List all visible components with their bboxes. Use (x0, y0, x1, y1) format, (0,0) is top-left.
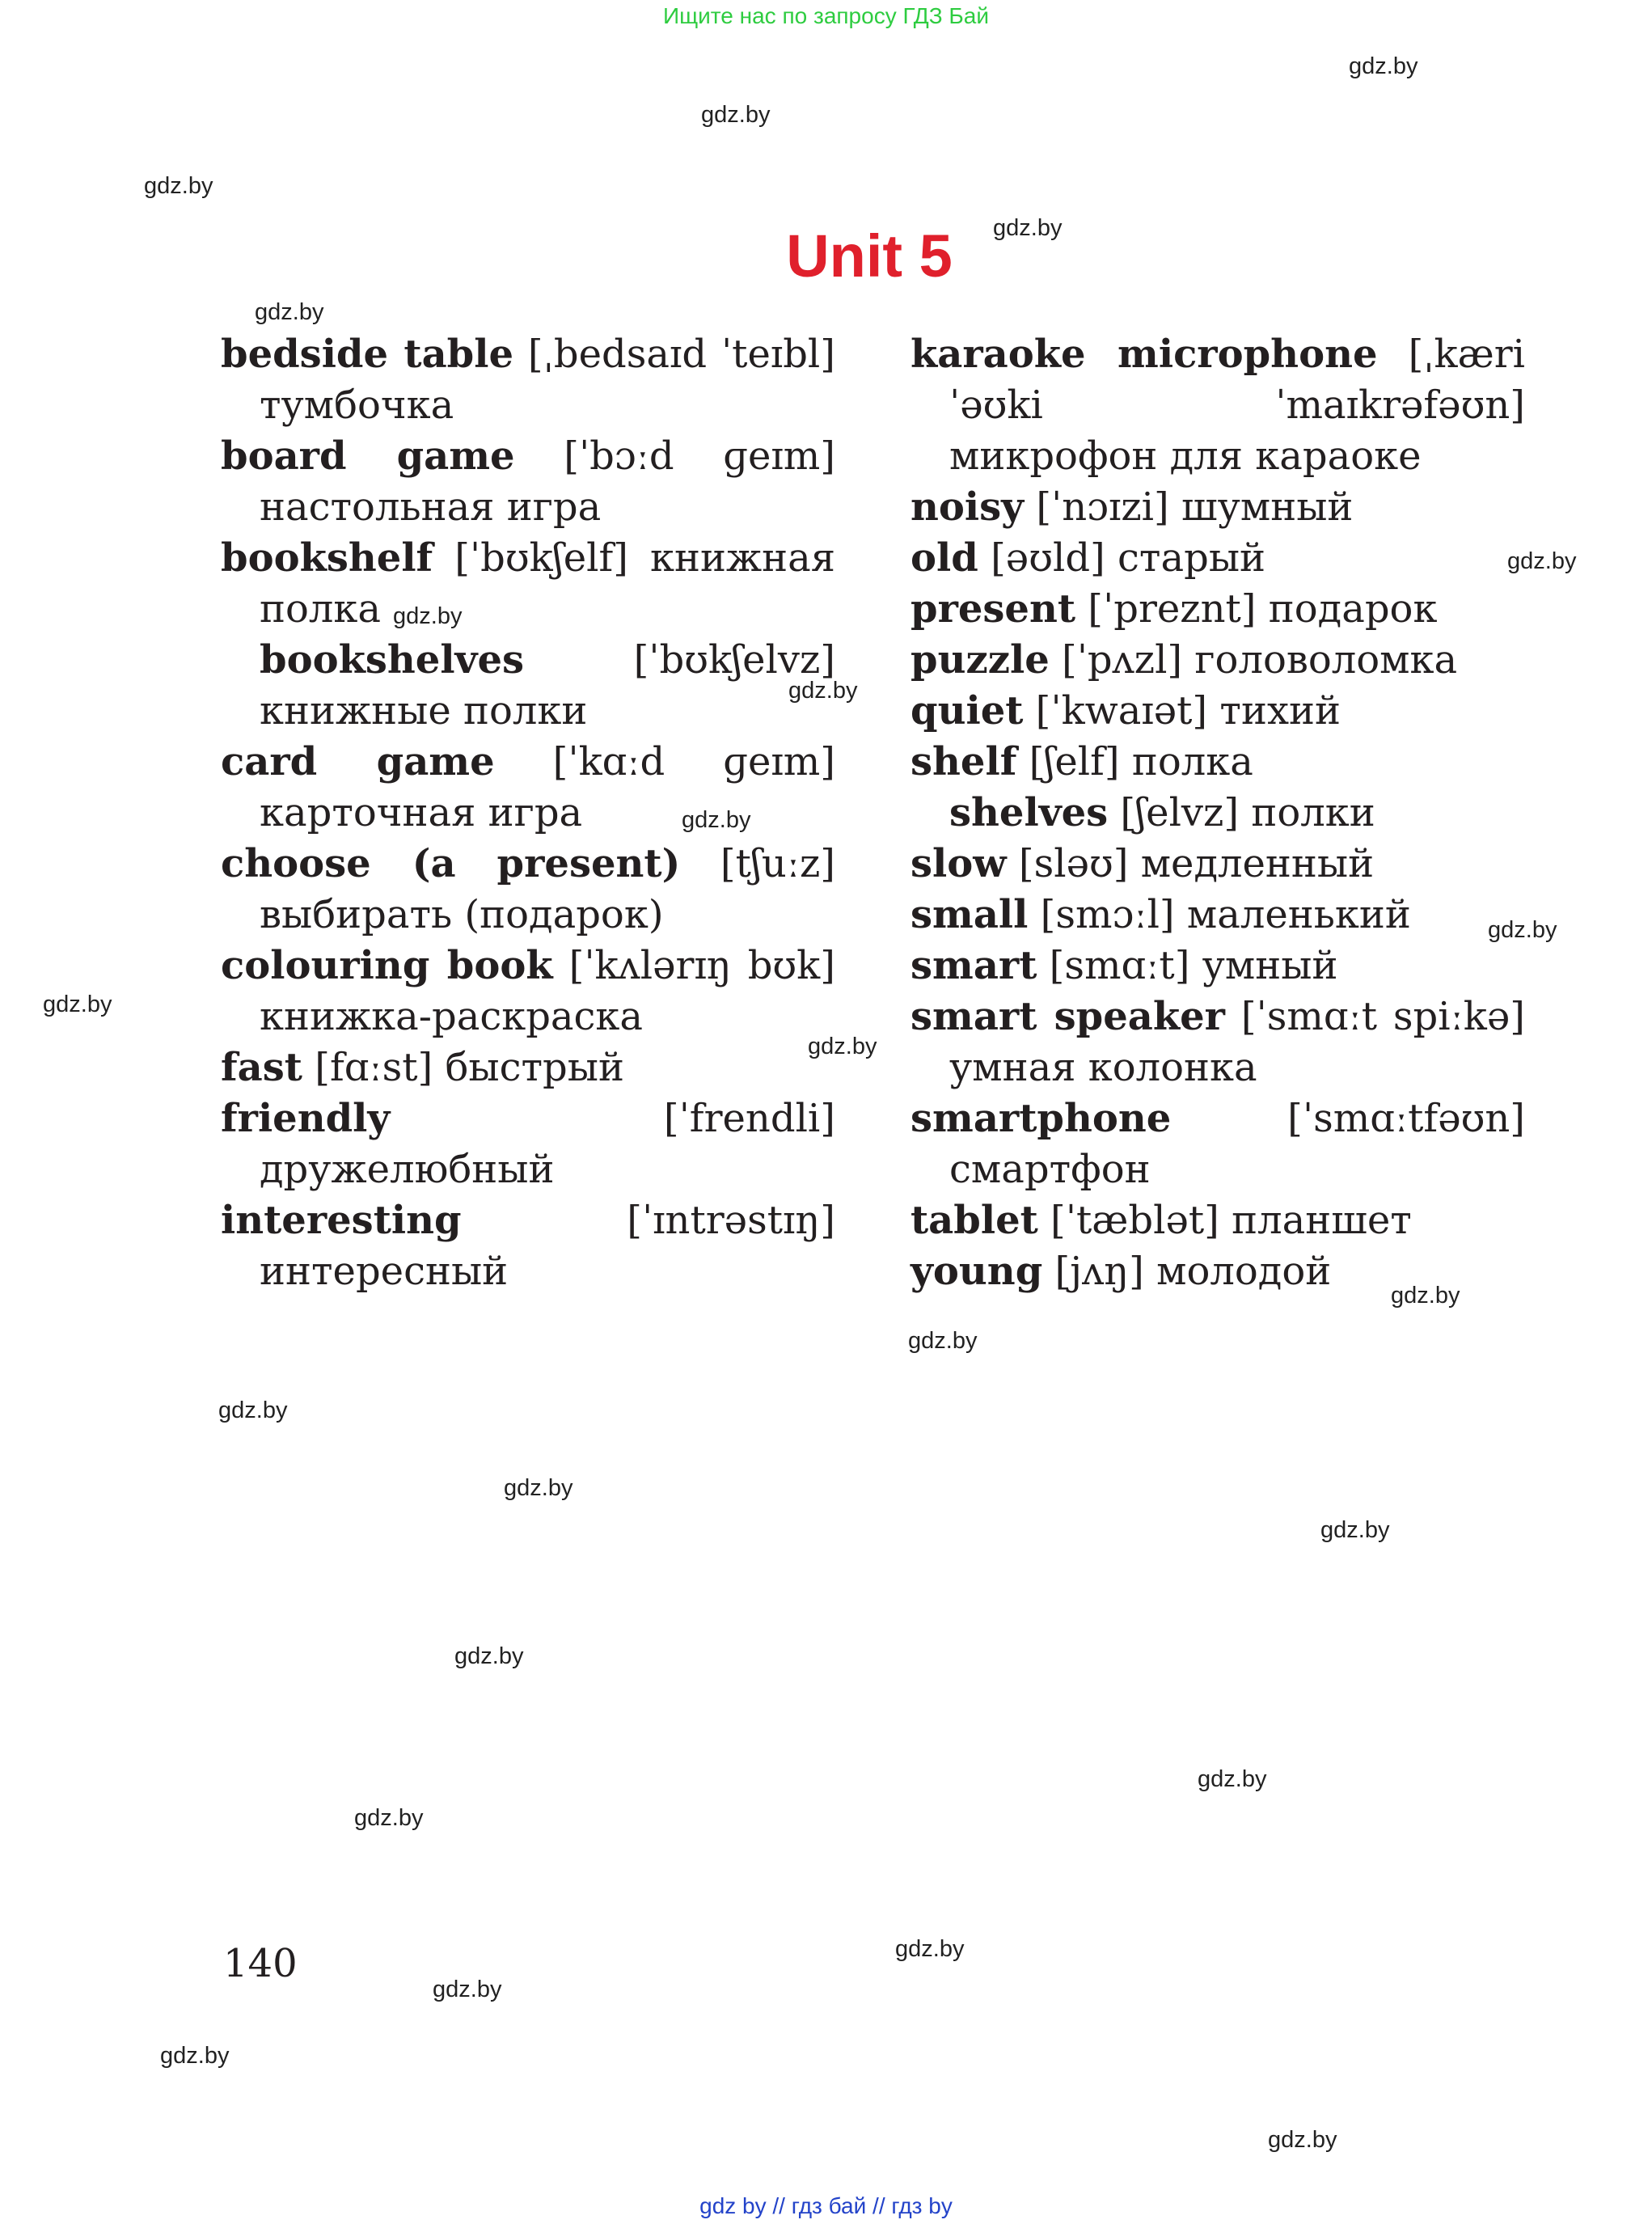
vocab-entry (911, 533, 1525, 584)
vocab-word: slow (911, 841, 1007, 886)
vocab-definition: [ˈkʌlərɪŋ bʊk] книжка-раскраска (260, 943, 835, 1039)
vocab-word: shelf (911, 739, 1017, 784)
footer-links[interactable]: gdz by // гдз бай // гдз by (699, 2193, 953, 2218)
vocab-definition: [tʃuːz] выбирать (подарок) (260, 841, 836, 937)
vocab-word: quiet (911, 688, 1024, 734)
vocab-definition: [ˈbʊkʃelvz] книжные полки (260, 637, 835, 734)
vocab-subentry (911, 788, 1525, 839)
vocabulary-column-right (911, 329, 1525, 1297)
vocab-word: noisy (911, 484, 1025, 530)
vocab-definition: [smɑːt] умный (1037, 943, 1338, 988)
vocab-definition: [ˌbedsaɪd ˈteɪbl] тумбочка (260, 332, 836, 428)
vocab-word: young (911, 1249, 1043, 1294)
vocab-word: bookshelves (260, 637, 524, 683)
watermark: gdz.by (1198, 1766, 1267, 1792)
vocab-entry (221, 533, 835, 635)
vocab-word: puzzle (911, 637, 1050, 683)
vocab-word: tablet (911, 1198, 1038, 1243)
watermark: gdz.by (1268, 2127, 1337, 2153)
vocab-definition: [ˈpreznt] подарок (1075, 586, 1438, 632)
vocab-entry (911, 737, 1525, 788)
vocab-word: shelves (949, 790, 1109, 835)
watermark: gdz.by (682, 807, 751, 833)
vocab-entry (911, 890, 1525, 941)
vocab-entry (911, 839, 1525, 890)
vocab-definition: [ˌkæriˈəʊki ˈmaɪkrəfəʊn] микрофон для караоке (949, 332, 1525, 479)
vocab-entry (221, 329, 835, 431)
vocab-definition: [ˈfrendli] дружелюбный (260, 1096, 835, 1192)
vocab-definition: [sləʊ] медленный (1006, 841, 1375, 886)
vocab-entry (911, 941, 1525, 991)
vocab-word: choose (a present) (221, 841, 681, 886)
vocab-definition: [ˈbʊkʃelf] книжная полка (260, 535, 835, 632)
vocab-word: board game (221, 433, 515, 479)
vocab-definition: [ˈkɑːd ɡeɪm] карточная игра (260, 739, 836, 835)
watermark: gdz.by (144, 173, 213, 199)
vocab-entry (911, 482, 1525, 533)
watermark: gdz.by (454, 1643, 524, 1669)
vocab-definition: [ˈkwaɪət] тихий (1023, 688, 1341, 734)
watermark: gdz.by (1488, 917, 1557, 943)
watermark: gdz.by (701, 102, 771, 128)
vocab-entry (221, 1195, 835, 1297)
watermark: gdz.by (433, 1977, 502, 2002)
watermark: gdz.by (1391, 1283, 1460, 1309)
vocab-definition: [ˈpʌzl] головоломка (1049, 637, 1458, 683)
vocab-definition: [ˈbɔːd ɡeɪm] настольная игра (260, 433, 836, 530)
vocab-definition: [fɑːst] быстрый (302, 1045, 624, 1090)
vocab-word: smart (911, 943, 1037, 988)
vocab-word: old (911, 535, 978, 581)
watermark: gdz.by (1320, 1517, 1390, 1543)
vocab-definition: [ˈnɔɪzi] шумный (1024, 484, 1354, 530)
page-number: 140 (223, 1941, 298, 1986)
vocab-entry (221, 839, 835, 941)
vocab-word: card game (221, 739, 495, 784)
vocab-entry (221, 1093, 835, 1195)
vocab-definition: [ˈɪntrəstɪŋ] интересный (260, 1198, 835, 1294)
watermark: gdz.by (808, 1034, 877, 1059)
vocab-entry (911, 635, 1525, 686)
vocab-entry (221, 431, 835, 533)
watermark: gdz.by (895, 1936, 965, 1962)
vocab-word: bedside table (221, 332, 514, 377)
watermark: gdz.by (255, 299, 324, 325)
vocab-definition: [əʊld] старый (978, 535, 1266, 581)
vocab-word: present (911, 586, 1076, 632)
watermark: gdz.by (1507, 548, 1577, 574)
vocab-word: fast (221, 1045, 302, 1090)
search-banner: Ищите нас по запросу ГДЗ Бай (662, 3, 990, 28)
vocab-entry (221, 1042, 835, 1093)
vocab-definition: [ʃelvz] полки (1108, 790, 1375, 835)
watermark: gdz.by (393, 603, 463, 629)
vocab-definition: [ʃelf] полка (1016, 739, 1253, 784)
vocab-entry (911, 991, 1525, 1093)
watermark: gdz.by (993, 215, 1063, 241)
vocab-entry (911, 686, 1525, 737)
vocab-word: interesting (221, 1198, 462, 1243)
unit-title: Unit 5 (786, 222, 953, 290)
watermark: gdz.by (1349, 53, 1418, 79)
watermark: gdz.by (160, 2043, 230, 2069)
vocab-word: small (911, 892, 1029, 937)
vocab-entry (911, 584, 1525, 635)
watermark: gdz.by (354, 1805, 424, 1831)
vocab-word: friendly (221, 1096, 391, 1141)
vocab-definition: [smɔːl] маленький (1028, 892, 1411, 937)
vocab-entry (911, 1093, 1525, 1195)
watermark: gdz.by (788, 678, 858, 704)
watermark: gdz.by (504, 1475, 573, 1501)
watermark: gdz.by (218, 1397, 288, 1423)
vocab-entry (911, 1195, 1525, 1246)
vocab-definition: [ˈsmɑːt spiːkə] умная колонка (949, 994, 1526, 1090)
vocab-word: bookshelf (221, 535, 433, 581)
vocab-word: karaoke microphone (911, 332, 1378, 377)
vocab-definition: [jʌŋ] молодой (1042, 1249, 1332, 1294)
vocab-definition: [ˈtæblət] планшет (1037, 1198, 1412, 1243)
vocab-entry (911, 329, 1525, 482)
vocab-word: smart speaker (911, 994, 1225, 1039)
vocab-word: smartphone (911, 1096, 1172, 1141)
vocab-entry (221, 941, 835, 1042)
vocab-word: colouring book (221, 943, 553, 988)
vocab-definition: [ˈsmɑːtfəʊn] смартфон (949, 1096, 1525, 1192)
watermark: gdz.by (908, 1328, 978, 1354)
vocab-subentry (221, 635, 835, 737)
watermark: gdz.by (43, 991, 112, 1017)
